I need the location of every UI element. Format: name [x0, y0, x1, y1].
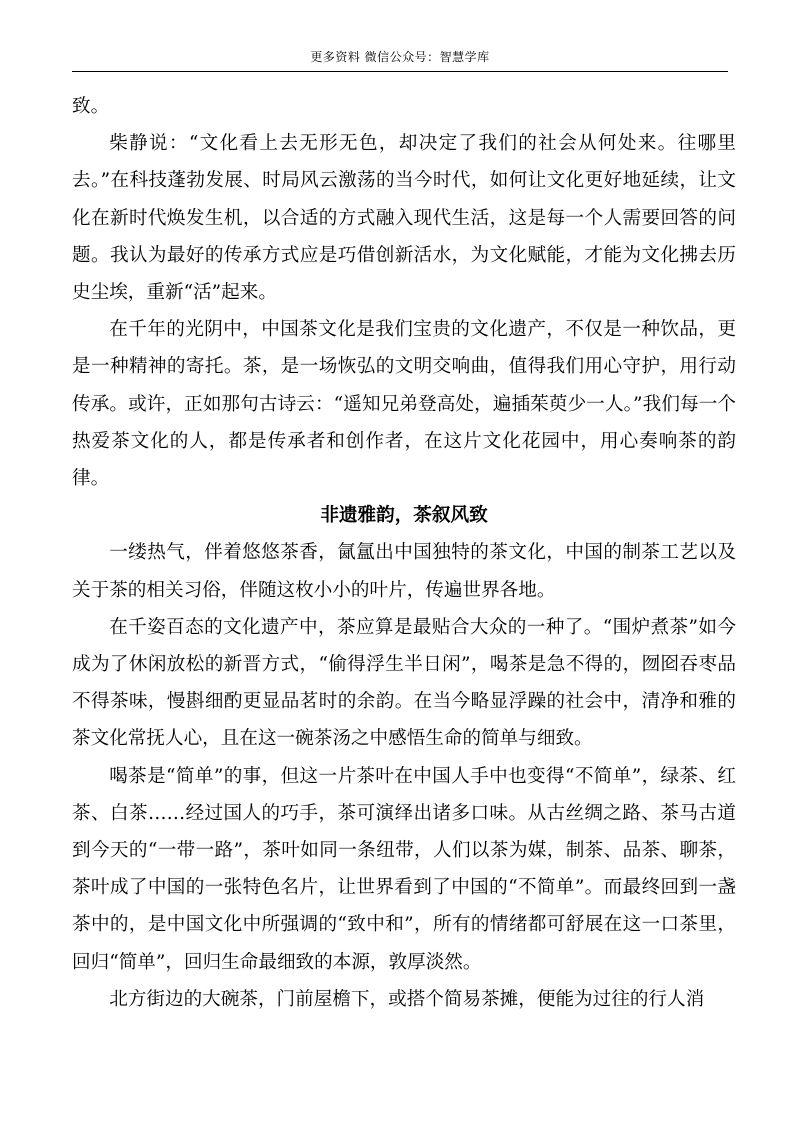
header-divider [72, 71, 728, 72]
document-body [72, 88, 736, 1018]
paragraph-tea-aroma: 一缕热气，伴着悠悠茶香，氤氲出中国独特的茶文化，中国的制茶工艺以及关于茶的相关习俗，伴随这枚小小的叶片，传遍世界各地。 [72, 542, 736, 601]
paragraph-tea-simple: 喝茶是“简单”的事，但这一片茶叶在中国人手中也变得“不简单”，绿茶、红茶、白茶……经过国人的巧手，茶可演绎出诸多口味。从古丝绸之路、茶马古道到今天的“一带一路”，茶叶如同一条纽带，人们以茶为媒，制茶、品茶、聊茶，茶叶成了中国的一张特色名片，让世界看到了中国的“不简单”。而最终回到一盏茶中的，是中国文化中所强调的“致中和”，所有的情绪都可舒展在这一口茶里，回归“简单”，回归生命最细致的本源，敦厚淡然。 [72, 765, 736, 973]
paragraph-chaijing-quote: 柴静说：“文化看上去无形无色，却决定了我们的社会从何处来。往哪里去。”在科技蓬勃发展、时局风云激荡的当今时代，如何让文化更好地延续，让文化在新时代焕发生机，以合适的方式融入现代生活，这是每一个人需要回答的问题。我认为最好的传承方式应是巧借创新活水，为文化赋能，才能为文化拂去历史尘埃，重新“活”起来。 [72, 133, 736, 304]
paragraph-continuation: 致。 [72, 96, 110, 117]
paragraph-tea-leisure: 在千姿百态的文化遗产中，茶应算是最贴合大众的一种了。“围炉煮茶”如今成为了休闲放松的新晋方式，“偷得浮生半日闲”，喝茶是急不得的，囫囵吞枣品不得茶味，慢斟细酌更显品茗时的余韵。在当今略显浮躁的社会中，清净和雅的茶文化常抚人心，且在这一碗茶汤之中感悟生命的简单与细致。 [72, 616, 736, 750]
paragraph-street-tea: 北方街边的大碗茶，门前屋檐下，或搭个简易茶摊，便能为过往的行人消 [109, 988, 705, 1010]
section-heading: 非遗雅韵，茶叙风致 [320, 505, 488, 527]
paragraph-tea-heritage: 在千年的光阴中，中国茶文化是我们宝贵的文化遗产，不仅是一种饮品，更是一种精神的寄托。茶，是一场恢弘的文明交响曲，值得我们用心守护，用行动传承。或许，正如那句古诗云：“遥知兄弟登高处，遍插茱萸少一人。”我们每一个热爱茶文化的人，都是传承者和创作者，在这片文化花园中，用心奏响茶的韵律。 [72, 319, 736, 490]
page-header: 更多资料 微信公众号：智慧学库 [310, 50, 490, 64]
